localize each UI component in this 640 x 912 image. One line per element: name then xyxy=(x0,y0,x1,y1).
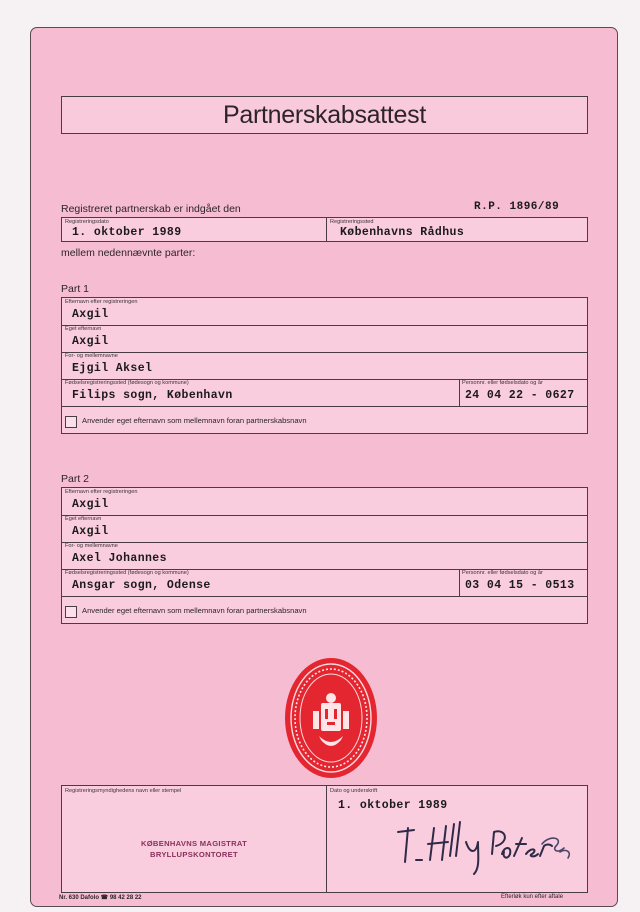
surname-after-label: Efternavn efter registreringen xyxy=(65,299,138,305)
part2-surname-after: Axgil xyxy=(72,498,109,511)
part2-heading: Part 2 xyxy=(61,473,90,485)
part2-surname-after-field xyxy=(62,488,587,515)
part1-surname-after-field xyxy=(62,298,587,325)
part1-first-names-field xyxy=(62,352,587,379)
part1-own-surname-field xyxy=(62,325,587,352)
title-box xyxy=(61,96,588,134)
handwritten-signature xyxy=(386,798,576,890)
own-surname-label: Eget efternavn xyxy=(65,326,102,332)
first-names-label: For- og mellemnavne xyxy=(65,543,118,549)
between-text: mellem nedennævnte parter: xyxy=(61,247,196,259)
birth-place-label: Fødselsregistreringssted (fødesogn og kommune) xyxy=(65,380,189,386)
part2-birth-place-field xyxy=(62,569,459,596)
registration-place-label: Registreringssted xyxy=(330,219,374,225)
part1-first-names: Ejgil Aksel xyxy=(72,362,153,375)
reference-number: R.P. 1896/89 xyxy=(474,201,560,213)
part2-checkbox[interactable] xyxy=(65,606,77,618)
part1-checkbox-label: Anvender eget efternavn som mellemnavn foran partnerskabsnavn xyxy=(82,416,307,425)
authority-label: Registreringsmyndighedens navn eller stempel xyxy=(65,788,182,794)
first-names-label: For- og mellemnavne xyxy=(65,353,118,359)
part2-personal-no-field xyxy=(459,569,587,596)
part2-first-names: Axel Johannes xyxy=(72,552,167,565)
part1-own-surname: Axgil xyxy=(72,335,109,348)
part1-surname-after: Axgil xyxy=(72,308,109,321)
part1-birth-place-field xyxy=(62,379,459,406)
registration-date-label: Registreringsdato xyxy=(65,219,109,225)
authority-stamp-line2: BRYLLUPSKONTORET xyxy=(150,850,238,859)
footer-left: Nr. 630 Dafolo ☎ 98 42 28 22 xyxy=(59,895,142,901)
part2-own-surname-field xyxy=(62,515,587,542)
part2-first-names-field xyxy=(62,542,587,569)
part1-box xyxy=(61,297,588,434)
registration-date-value: 1. oktober 1989 xyxy=(72,226,182,239)
birth-place-label: Fødselsregistreringssted (fødesogn og kommune) xyxy=(65,570,189,576)
part2-personal-no: 03 04 15 - 0513 xyxy=(465,579,575,592)
registration-place-value: Københavns Rådhus xyxy=(340,226,465,239)
part1-checkbox[interactable] xyxy=(65,416,77,428)
part2-own-surname: Axgil xyxy=(72,525,109,538)
signature-date: 1. oktober 1989 xyxy=(338,799,448,812)
part2-birth-place: Ansgar sogn, Odense xyxy=(72,579,211,592)
part1-personal-no-field xyxy=(459,379,587,406)
surname-after-label: Efternavn efter registreringen xyxy=(65,489,138,495)
authority-stamp-line1: KØBENHAVNS MAGISTRAT xyxy=(140,839,248,848)
registration-row xyxy=(61,217,588,242)
footer-right: Efterløk kun efter aftale xyxy=(501,894,564,900)
part2-box xyxy=(61,487,588,624)
part2-checkbox-label: Anvender eget efternavn som mellemnavn foran partnerskabsnavn xyxy=(82,606,307,615)
document-title: Partnerskabsattest xyxy=(222,100,427,129)
intro-text: Registreret partnerskab er indgået den xyxy=(61,203,241,215)
part1-personal-no: 24 04 22 - 0627 xyxy=(465,389,575,402)
personal-no-label: Personnr. eller fødselsdato og år xyxy=(462,570,543,576)
certificate-sheet xyxy=(30,27,618,907)
official-seal xyxy=(283,656,379,780)
part1-birth-place: Filips sogn, København xyxy=(72,389,233,402)
signature-label: Dato og underskrift xyxy=(330,788,378,794)
authority-stamp xyxy=(62,838,326,860)
personal-no-label: Personnr. eller fødselsdato og år xyxy=(462,380,543,386)
part1-heading: Part 1 xyxy=(61,283,90,295)
own-surname-label: Eget efternavn xyxy=(65,516,102,522)
